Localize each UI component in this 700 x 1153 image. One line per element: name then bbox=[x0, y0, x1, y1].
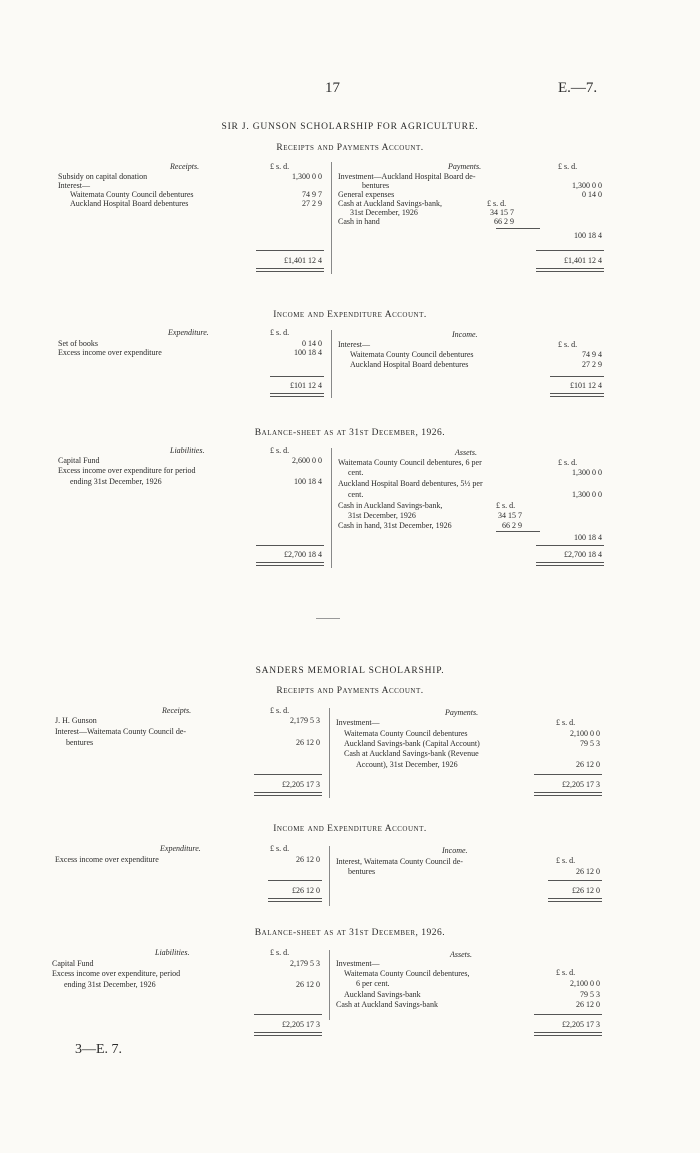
sub-currency: £ s. d. bbox=[496, 501, 516, 510]
column-heading: Receipts. bbox=[162, 706, 192, 715]
ledger-amount: 2,179 5 3 bbox=[290, 716, 320, 725]
column-heading: Receipts. bbox=[170, 162, 200, 171]
ledger-amount: 1,300 0 0 bbox=[572, 490, 602, 499]
ledger-line: Excess income over expenditure for period bbox=[58, 466, 196, 475]
ledger-line: Cash at Auckland Savings-bank (Revenue bbox=[344, 749, 479, 758]
total-amount: £1,401 12 4 bbox=[284, 256, 322, 265]
ledger-line: Auckland Hospital Board debentures bbox=[70, 199, 189, 208]
ledger-line: Interest—Waitemata County Council de- bbox=[55, 727, 187, 736]
rule bbox=[548, 880, 602, 881]
total-amount: £26 12 0 bbox=[292, 886, 320, 895]
total-amount: £1,401 12 4 bbox=[564, 256, 602, 265]
rule bbox=[256, 545, 324, 546]
rule bbox=[536, 545, 604, 546]
ledger-line: Auckland Savings-bank bbox=[344, 990, 421, 999]
ledger-line: Cash in hand bbox=[338, 217, 380, 226]
ledger-line: Cash at Auckland Savings-bank bbox=[336, 1000, 438, 1009]
column-divider bbox=[331, 448, 332, 568]
currency-heading: £ s. d. bbox=[556, 718, 576, 727]
ledger-line: Waitemata County Council debentures bbox=[70, 190, 194, 199]
page-number: 17 bbox=[325, 80, 340, 96]
ledger-line: Subsidy on capital donation bbox=[58, 172, 148, 181]
ledger-line: Interest, Waitemata County Council de- bbox=[336, 857, 463, 866]
total-amount: £2,205 17 3 bbox=[282, 1020, 320, 1029]
ledger-amount: 0 14 0 bbox=[582, 190, 602, 199]
currency-heading: £ s. d. bbox=[556, 856, 576, 865]
section-title: Receipts and Payments Account. bbox=[276, 686, 424, 696]
ledger-amount: 26 12 0 bbox=[296, 738, 320, 747]
ledger-line: cent. bbox=[348, 490, 364, 499]
page-reference: E.—7. bbox=[558, 80, 598, 96]
column-divider bbox=[329, 708, 330, 798]
ledger-amount: 74 9 7 bbox=[302, 190, 322, 199]
ledger-line: 31st December, 1926 bbox=[348, 511, 416, 520]
ledger-amount: 66 2 9 bbox=[502, 521, 522, 530]
rule bbox=[256, 250, 324, 251]
ledger-amount: 79 5 3 bbox=[580, 739, 600, 748]
ledger-amount: 2,100 0 0 bbox=[570, 729, 600, 738]
ledger-line: Waitemata County Council debentures bbox=[350, 350, 474, 359]
column-heading: Income. bbox=[452, 330, 478, 339]
column-divider bbox=[329, 846, 330, 906]
ledger-amount: 27 2 9 bbox=[302, 199, 322, 208]
currency-heading: £ s. d. bbox=[270, 328, 290, 337]
ledger-line: bentures bbox=[362, 181, 390, 190]
ledger-line: Waitemata County Council debentures bbox=[344, 729, 468, 738]
double-rule bbox=[254, 1032, 322, 1036]
total-amount: £101 12 4 bbox=[570, 381, 602, 390]
ledger-line: Auckland Hospital Board debentures bbox=[350, 360, 469, 369]
ledger-line: Excess income over expenditure, period bbox=[52, 969, 181, 978]
ledger-amount: 2,179 5 3 bbox=[290, 959, 320, 968]
ledger-line: Cash in hand, 31st December, 1926 bbox=[338, 521, 452, 530]
currency-heading: £ s. d. bbox=[270, 446, 290, 455]
column-divider bbox=[331, 330, 332, 398]
column-divider bbox=[329, 950, 330, 1020]
column-heading: Income. bbox=[442, 846, 468, 855]
double-rule bbox=[256, 562, 324, 566]
total-amount: £2,205 17 3 bbox=[562, 1020, 600, 1029]
rule bbox=[536, 250, 604, 251]
ledger-amount: 26 12 0 bbox=[576, 760, 600, 769]
ledger-amount: 1,300 0 0 bbox=[572, 468, 602, 477]
ledger-amount: 100 18 4 bbox=[574, 231, 602, 240]
ledger-amount: 74 9 4 bbox=[582, 350, 602, 359]
sanders-title: SANDERS MEMORIAL SCHOLARSHIP. bbox=[255, 666, 445, 676]
column-heading: Liabilities. bbox=[170, 446, 205, 455]
currency-heading: £ s. d. bbox=[558, 458, 578, 467]
ledger-line: ending 31st December, 1926 bbox=[64, 980, 156, 989]
ledger-line: Auckland Savings-bank (Capital Account) bbox=[344, 739, 480, 748]
ledger-amount: 100 18 4 bbox=[294, 477, 322, 486]
currency-heading: £ s. d. bbox=[558, 340, 578, 349]
currency-heading: £ s. d. bbox=[556, 968, 576, 977]
ledger-amount: 2,600 0 0 bbox=[292, 456, 322, 465]
ledger-amount: 27 2 9 bbox=[582, 360, 602, 369]
ledger-line: Waitemata County Council debentures, 6 per bbox=[338, 458, 482, 467]
rule bbox=[534, 774, 602, 775]
ledger-amount: 66 2 9 bbox=[494, 217, 514, 226]
section-title: Receipts and Payments Account. bbox=[276, 143, 424, 153]
ledger-line: cent. bbox=[348, 468, 364, 477]
currency-heading: £ s. d. bbox=[270, 948, 290, 957]
ledger-line: 6 per cent. bbox=[356, 979, 390, 988]
ledger-line: Investment— bbox=[336, 718, 380, 727]
ledger-line: bentures bbox=[348, 867, 376, 876]
total-amount: £2,205 17 3 bbox=[562, 780, 600, 789]
ledger-amount: 26 12 0 bbox=[576, 867, 600, 876]
ledger-line: Set of books bbox=[58, 339, 98, 348]
column-heading: Liabilities. bbox=[155, 948, 190, 957]
double-rule bbox=[534, 1032, 602, 1036]
ledger-line: Account), 31st December, 1926 bbox=[356, 760, 458, 769]
double-rule bbox=[268, 898, 322, 902]
ledger-line: ending 31st December, 1926 bbox=[70, 477, 162, 486]
column-heading: Payments. bbox=[445, 708, 479, 717]
ledger-amount: 34 15 7 bbox=[490, 208, 514, 217]
ledger-amount: 1,300 0 0 bbox=[292, 172, 322, 181]
total-amount: £2,205 17 3 bbox=[282, 780, 320, 789]
currency-heading: £ s. d. bbox=[270, 706, 290, 715]
rule bbox=[268, 880, 322, 881]
rule bbox=[534, 1014, 602, 1015]
ledger-amount: 2,100 0 0 bbox=[570, 979, 600, 988]
double-rule bbox=[536, 562, 604, 566]
sub-currency: £ s. d. bbox=[487, 199, 507, 208]
page-footer: 3—E. 7. bbox=[75, 1042, 123, 1057]
ledger-amount: 34 15 7 bbox=[498, 511, 522, 520]
ledger-amount: 1,300 0 0 bbox=[572, 181, 602, 190]
section-title: Income and Expenditure Account. bbox=[273, 824, 427, 834]
column-heading: Expenditure. bbox=[168, 328, 209, 337]
ledger-line: Interest— bbox=[58, 181, 90, 190]
rule bbox=[496, 531, 540, 532]
total-amount: £2,700 18 4 bbox=[564, 550, 602, 559]
currency-heading: £ s. d. bbox=[270, 162, 290, 171]
double-rule bbox=[550, 393, 604, 397]
column-heading: Assets. bbox=[450, 950, 472, 959]
currency-heading: £ s. d. bbox=[558, 162, 578, 171]
section-separator bbox=[316, 618, 340, 619]
double-rule bbox=[534, 792, 602, 796]
ledger-line: Capital Fund bbox=[52, 959, 94, 968]
rule bbox=[270, 376, 324, 377]
ledger-line: Interest— bbox=[338, 340, 370, 349]
ledger-amount: 100 18 4 bbox=[574, 533, 602, 542]
ledger-line: Excess income over expenditure bbox=[58, 348, 162, 357]
ledger-line: Investment—Auckland Hospital Board de- bbox=[338, 172, 476, 181]
ledger-line: J. H. Gunson bbox=[55, 716, 97, 725]
gunson-title: SIR J. GUNSON SCHOLARSHIP FOR AGRICULTURE. bbox=[221, 122, 479, 132]
double-rule bbox=[548, 898, 602, 902]
double-rule bbox=[270, 393, 324, 397]
section-title: Balance-sheet as at 31st December, 1926. bbox=[254, 928, 446, 938]
column-heading: Expenditure. bbox=[160, 844, 201, 853]
rule bbox=[254, 774, 322, 775]
ledger-line: Auckland Hospital Board debentures, 5½ per bbox=[338, 479, 483, 488]
double-rule bbox=[254, 792, 322, 796]
ledger-line: General expenses bbox=[338, 190, 395, 199]
double-rule bbox=[536, 268, 604, 272]
ledger-line: Cash at Auckland Savings-bank, bbox=[338, 199, 442, 208]
ledger-amount: 100 18 4 bbox=[294, 348, 322, 357]
ledger-line: Investment— bbox=[336, 959, 380, 968]
total-amount: £2,700 18 4 bbox=[284, 550, 322, 559]
ledger-line: Cash in Auckland Savings-bank, bbox=[338, 501, 443, 510]
ledger-line: Capital Fund bbox=[58, 456, 100, 465]
ledger-amount: 26 12 0 bbox=[296, 980, 320, 989]
ledger-amount: 79 5 3 bbox=[580, 990, 600, 999]
section-title: Income and Expenditure Account. bbox=[273, 310, 427, 320]
double-rule bbox=[256, 268, 324, 272]
ledger-line: 31st December, 1926 bbox=[350, 208, 418, 217]
ledger-amount: 26 12 0 bbox=[296, 855, 320, 864]
column-divider bbox=[331, 162, 332, 274]
rule bbox=[254, 1014, 322, 1015]
rule bbox=[550, 376, 604, 377]
ledger-line: Excess income over expenditure bbox=[55, 855, 159, 864]
total-amount: £101 12 4 bbox=[290, 381, 322, 390]
rule bbox=[496, 228, 540, 229]
currency-heading: £ s. d. bbox=[270, 844, 290, 853]
ledger-amount: 0 14 0 bbox=[302, 339, 322, 348]
ledger-line: Waitemata County Council debentures, bbox=[344, 969, 470, 978]
ledger-line: bentures bbox=[66, 738, 94, 747]
ledger-amount: 26 12 0 bbox=[576, 1000, 600, 1009]
section-title: Balance-sheet as at 31st December, 1926. bbox=[254, 428, 446, 438]
total-amount: £26 12 0 bbox=[572, 886, 600, 895]
column-heading: Assets. bbox=[455, 448, 477, 457]
column-heading: Payments. bbox=[448, 162, 482, 171]
